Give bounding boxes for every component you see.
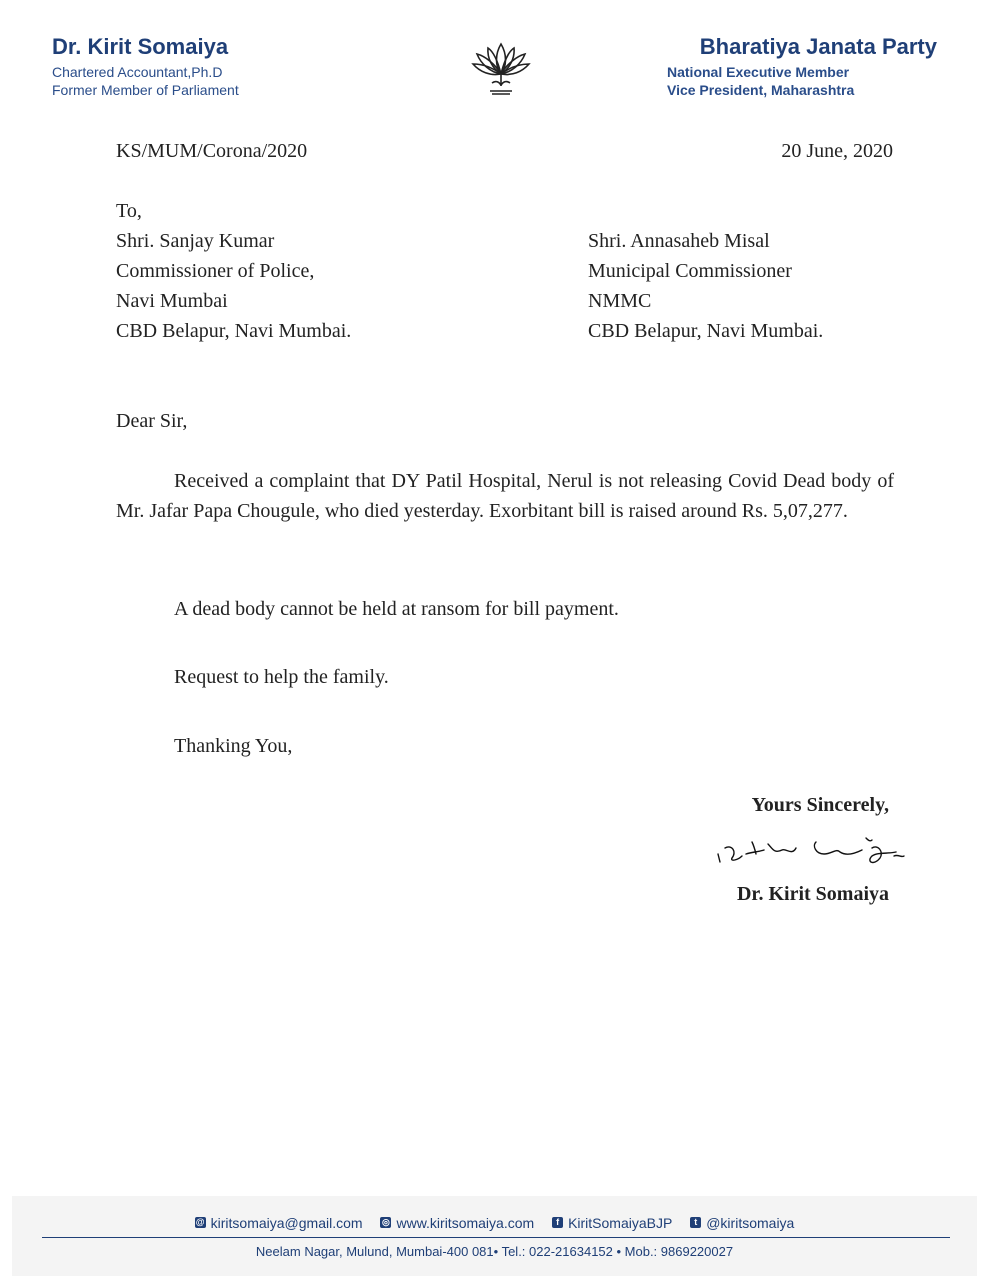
- recipient-1-title: Commissioner of Police,: [116, 260, 315, 282]
- footer-address: Neelam Nagar, Mulund, Mumbai-400 081• Tel.: 022-21634152 • Mob.: 9869220027: [255, 1244, 734, 1259]
- sign-off: Yours Sincerely,: [751, 794, 889, 816]
- body-paragraph-1: Received a complaint that DY Patil Hospital, Nerul is not releasing Covid Dead body of Mr. Jafar Papa Chougule, who died yesterday. Exorbitant bill is raised around Rs. 5,07,277.: [116, 470, 894, 522]
- salutation: Dear Sir,: [116, 410, 188, 432]
- signatory-name: Dr. Kirit Somaiya: [736, 883, 889, 905]
- letterhead-party: Bharatiya Janata Party: [699, 34, 937, 59]
- recipient-1-name: Shri. Sanjay Kumar: [116, 230, 275, 252]
- footer-facebook[interactable]: [552, 1215, 672, 1231]
- footer-divider: [42, 1237, 950, 1238]
- footer-contacts: [0, 1212, 989, 1231]
- email-icon: @: [195, 1217, 205, 1227]
- body-paragraph-2: A dead body cannot be held at ransom for bill payment.: [174, 598, 619, 620]
- letter-reference: KS/MUM/Corona/2020: [116, 140, 308, 162]
- letterhead-qualification: Chartered Accountant,Ph.D: [52, 64, 223, 80]
- footer-band: [12, 1196, 977, 1276]
- letterhead-vice-president: Vice President, Maharashtra: [667, 82, 855, 98]
- letterhead-former-role: Former Member of Parliament: [52, 82, 239, 98]
- recipient-2-place: NMMC: [588, 290, 652, 312]
- footer-website[interactable]: [380, 1215, 534, 1231]
- recipient-2-title: Municipal Commissioner: [588, 260, 792, 282]
- recipient-1-place: Navi Mumbai: [116, 290, 228, 312]
- footer-facebook-text: KiritSomaiyaBJP: [568, 1214, 673, 1231]
- recipient-block-1: [116, 226, 351, 346]
- body-paragraph-3: Request to help the family.: [174, 666, 389, 688]
- to-label: To,: [116, 200, 142, 222]
- letter-date: 20 June, 2020: [781, 140, 893, 162]
- closing-line: Thanking You,: [174, 735, 293, 757]
- recipient-2-name: Shri. Annasaheb Misal: [588, 230, 770, 252]
- recipient-2-address: CBD Belapur, Navi Mumbai.: [588, 320, 824, 342]
- twitter-icon: t: [690, 1217, 701, 1228]
- footer-email[interactable]: [195, 1215, 363, 1231]
- footer-twitter[interactable]: [690, 1215, 794, 1231]
- signature-image: [712, 826, 912, 876]
- globe-icon: ◎: [382, 1217, 390, 1227]
- lotus-logo-icon: [468, 36, 534, 98]
- recipient-1-address: CBD Belapur, Navi Mumbai.: [116, 320, 352, 342]
- recipient-block-2: [588, 226, 823, 346]
- facebook-icon: f: [552, 1217, 563, 1228]
- footer-website-text: www.kiritsomaiya.com: [396, 1214, 535, 1231]
- letterhead-position: National Executive Member: [667, 64, 850, 80]
- footer-twitter-text: @kiritsomaiya: [706, 1214, 795, 1231]
- letterhead-name: Dr. Kirit Somaiya: [52, 34, 229, 59]
- footer-email-text: kiritsomaiya@gmail.com: [210, 1214, 363, 1231]
